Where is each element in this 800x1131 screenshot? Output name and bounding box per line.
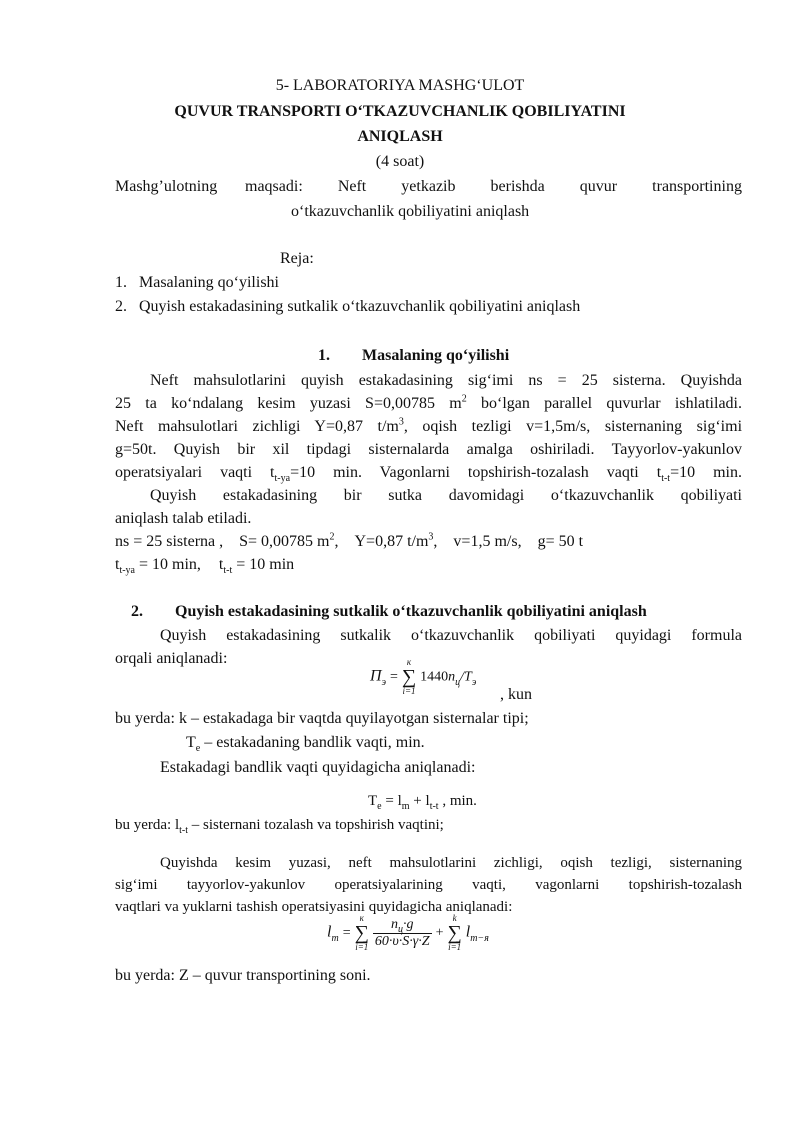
s1-p1-line1: Neft mahsulotlarini quyish estakadasining sig‘imi ns = 25 sisterna. Quyishda — [150, 372, 742, 389]
s1-p2-line1: Quyish estakadasining bir sutka davomidagi o‘tkazuvchanlik qobiliyati — [150, 487, 742, 504]
purpose-line1 — [245, 178, 742, 196]
s2-p3-line2: sig‘imi tayyorlov-yakunlov operatsiyalarining vaqti, vagonlarni topshirish-tozalash — [115, 877, 742, 893]
fraction: $\frac{n_ц\cdot g}{60\cdot\upsilon\cdot S\cdot\gamma\cdot Z}$ — [374, 916, 430, 949]
section1-num: 1. — [318, 347, 330, 364]
s2-p3-line1: Quyishda kesim yuzasi, neft mahsulotlarini zichligi, oqish tezligi, sisternaning — [160, 855, 742, 871]
s1-p2-line2: aniqlash talab etiladi. — [115, 510, 252, 527]
lab-title: 5- LABORATORIYA MASHG‘ULOT — [275, 77, 525, 94]
formula-busy-time: $T_e = l_m + l_{t-t}$ , min. — [368, 793, 477, 812]
purpose-word: quvur — [579, 178, 618, 195]
purpose-word: Neft — [337, 178, 367, 195]
given-line1: ns = 25 sisterna , S= 0,00785 $m^2$, Y=0,87 $t/m^3$, v=1,5 m/s, g= 50 t — [115, 531, 584, 550]
plan-item-num: 1. — [115, 274, 127, 291]
formula-lm: $l_m$ = к ∑ i=1 $\frac{n_ц\cdot g}{60\cdot\upsilon\cdot S\cdot\gamma\cdot Z}$ + k ∑ i=1 $l_{m-я}$ — [327, 913, 489, 952]
purpose-word: yetkazib — [401, 178, 456, 195]
plan-item-text: Masalaning qo‘yilishi — [139, 274, 279, 291]
s2-p1-line2: orqali aniqlanadi: — [115, 650, 228, 667]
purpose-word: transportining — [652, 178, 742, 195]
purpose-word: berishda — [490, 178, 545, 195]
plan-item — [115, 298, 580, 316]
s1-p1-line5: operatsiyalari vaqti $t_{t-ya}=10$ min. Vagonlarni topshirish-tozalash vaqti $t_{t-t}=10$ min. — [115, 464, 742, 485]
sum-symbol: к ∑ i=1 — [354, 913, 369, 952]
where-te: $T_e$ – estakadaning bandlik vaqti, min. — [186, 734, 425, 755]
s2-p2: Estakadagi bandlik vaqti quyidagicha aniqlanadi: — [160, 759, 476, 776]
section2-title: Quyish estakadasining sutkalik o‘tkazuvchanlik qobiliyatini aniqlash — [175, 603, 647, 620]
formula-unit: , kun — [500, 686, 532, 703]
where-ltt: bu yerda: $l_{t-t}$ – sisternani tozalash va topshirish vaqtini; — [115, 817, 444, 836]
where-k: bu yerda: k – estakadaga bir vaqtda quyilayotgan sisternalar tipi; — [115, 710, 529, 727]
plan-item-num: 2. — [115, 298, 127, 315]
where-z: bu yerda: Z – quvur transportining soni. — [115, 967, 371, 984]
section1-title: Masalaning qo‘yilishi — [362, 347, 510, 364]
section1-heading — [318, 347, 509, 365]
purpose-word: maqsadi: — [245, 178, 303, 195]
given-line2: $t_{t-ya} = 10$ min, $t_{t-t} = 10$ min — [115, 556, 295, 577]
main-title-line2: ANIQLASH — [357, 128, 443, 145]
section2-num: 2. — [131, 603, 143, 620]
s1-p1-line3: Neft mahsulotlari zichligi Y=0,87 $t/m^3$, oqish tezligi v=1,5m/s, sisternaning sig‘imi — [115, 416, 743, 435]
s1-p1-line4: g=50t. Quyish bir xil tipdagi sisternalarda amalga oshiriladi. Tayyorlov-yakunlov — [115, 441, 742, 458]
purpose-label: Mashg’ulotning — [115, 178, 218, 195]
sum-symbol: k ∑ i=1 — [447, 913, 462, 952]
formula-throughput: $П_э$ = к ∑ i=1 $1440n_ц/T_э$ — [370, 657, 477, 696]
main-title-line1: QUVUR TRANSPORTI O‘TKAZUVCHANLIK QOBILIYATINI — [174, 103, 626, 120]
sum-symbol: к ∑ i=1 — [401, 657, 417, 696]
plan-item — [115, 274, 279, 292]
s2-p3-line3: vaqtlari va yuklarni tashish operatsiyasini quyidagicha aniqlanadi: — [115, 899, 513, 915]
hours: (4 soat) — [375, 153, 425, 170]
s1-p1-line2: 25 ta ko‘ndalang kesim yuzasi S=0,00785 $m^2$ bo‘lgan parallel quvurlar ishlatiladi. — [115, 393, 742, 412]
plan-item-text: Quyish estakadasining sutkalik o‘tkazuvchanlik qobiliyatini aniqlash — [139, 298, 581, 315]
s2-p1-line1: Quyish estakadasining sutkalik o‘tkazuvchanlik qobiliyati quyidagi formula — [160, 627, 742, 644]
purpose-line2: o‘tkazuvchanlik qobiliyatini aniqlash — [291, 203, 530, 220]
plan-title: Reja: — [280, 250, 314, 267]
section2-heading — [131, 603, 647, 621]
